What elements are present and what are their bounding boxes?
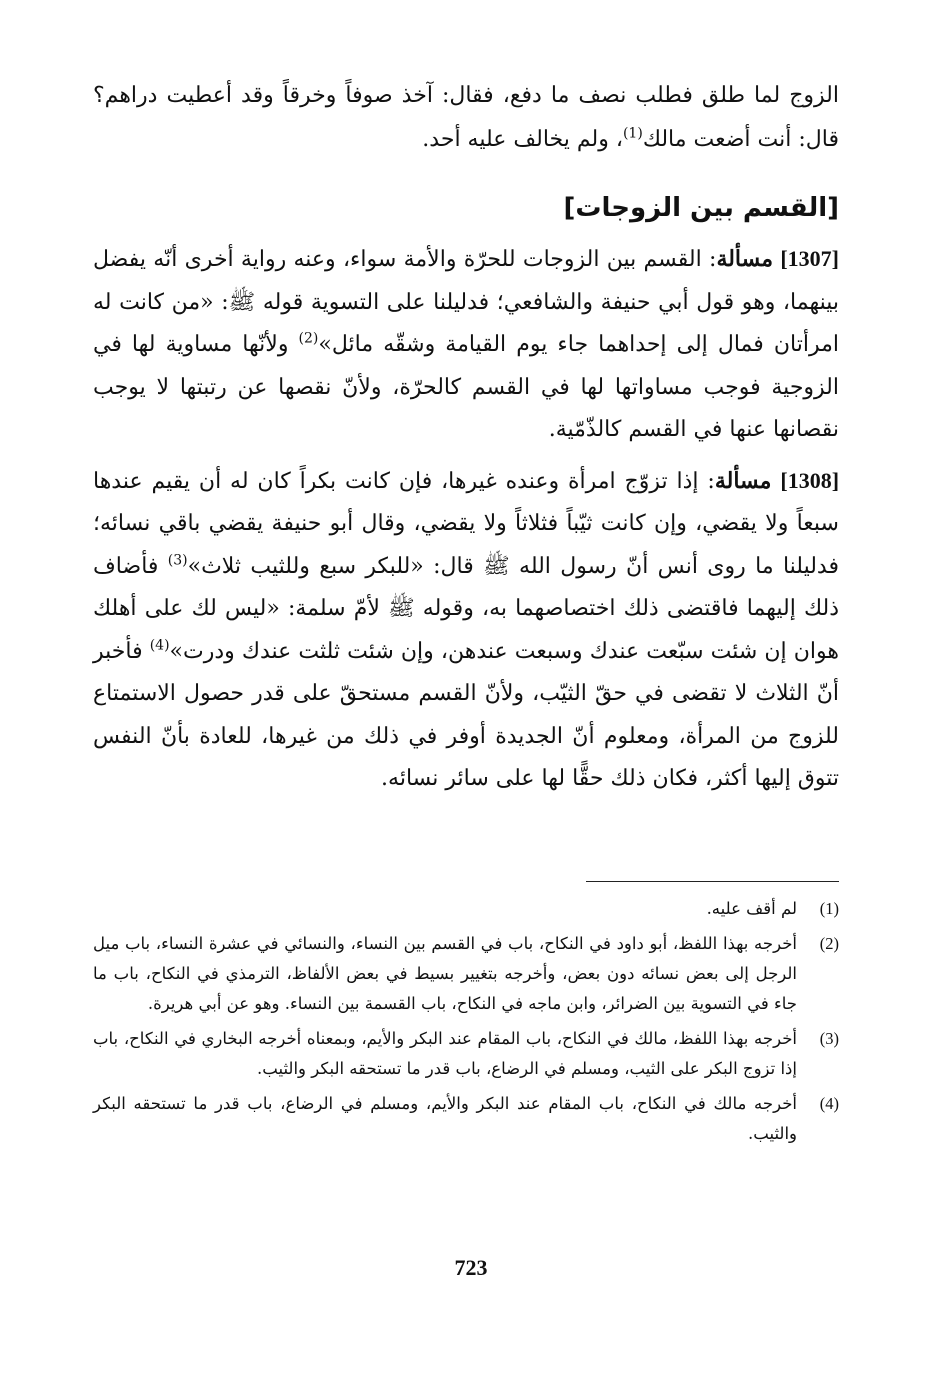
section-title: [القسم بين الزوجات] [563, 193, 839, 223]
intro-text-after: ، ولم يخالف عليه أحد. [422, 127, 623, 152]
page-number: 723 [454, 1255, 488, 1280]
intro-paragraph [93, 74, 839, 162]
footnote-text: لم أقف عليه. [706, 899, 797, 918]
footnote-3 [93, 1024, 839, 1084]
issue-1308-label: مسألة [714, 467, 772, 494]
footnotes [93, 894, 839, 1154]
issue-1307-label: مسألة [716, 246, 774, 272]
footnote-text: أخرجه بهذا اللفظ، أبو داود في النكاح، باب في القسم بين النساء، والنسائي في عشرة النساء، باب ميل الرجل إلى بعض نسائه دون بعض، وأخرجه بتغيير بسيط في بعض الألفاظ، الترمذي في النكاح، باب ما جاء في التسوية بين الضرائر، وابن ماجه في النكاح، باب القسمة بين النساء. وهو عن أبي هريرة. [93, 934, 797, 1013]
issue-1308-text-a: : إذا تزوّج امرأة وعنده غيرها، فإن كانت بكراً كان له أن يقيم عندها سبعاً ولا يقضي، وإن كانت ثيّباً فثلاثاً ولا يقضي، وقال أبو حنيفة يقضي باقي نسائه؛ فدليلنا ما روى أنس أنّ رسول الله ﷺ قال: «للبكر سبع وللثيب ثلاث» [93, 468, 839, 579]
issue-1307-text-a: : القسم بين الزوجات للحرّة والأمة سواء، وعنه رواية أخرى أنّه يفضل بينهما، وهو قول أبي حنيفة والشافعي؛ فدليلنا على التسوية قوله ﷺ: «من كانت له امرأتان فمال إلى إحداهما جاء يوم القيامة وشقّه مائل» [93, 247, 839, 357]
footnote-1 [93, 894, 839, 924]
footnote-text: أخرجه مالك في النكاح، باب المقام عند البكر والأيم، ومسلم في الرضاع، باب قدر ما تستحقه البكر والثيب. [93, 1094, 797, 1143]
footnote-ref-3[interactable]: (3) [167, 552, 188, 569]
footnote-number: (1) [819, 899, 839, 918]
issue-1308-text-b: فأضاف ذلك إليهما فاقتضى ذلك اختصاصهما به، وقوله ﷺ لأمّ سلمة: «ليس لك على أهلك هوان إن شئت سبّعت عندك وسبعت عندهن، وإن شئت ثلثت عندك ودرت» [93, 553, 839, 664]
footnote-2 [93, 929, 839, 1019]
footnote-4 [93, 1089, 839, 1149]
issue-1307-text-b: ولأنّها مساوية لها في الزوجية فوجب مساواتها لها في القسم كالحرّة، ولأنّ نقصها عن رتبتها لا يوجب نقصانها عنها في القسم كالذّمّية. [93, 332, 839, 442]
footnote-ref-1[interactable]: (1) [622, 125, 643, 142]
issue-1308-number: [1308] [780, 467, 840, 493]
issue-1308-paragraph [93, 460, 839, 801]
footnote-number: (4) [819, 1094, 839, 1113]
main-text [93, 74, 839, 809]
issue-1307-number: [1307] [780, 246, 839, 271]
intro-text-before: الزوج لما طلق فطلب نصف ما دفع، فقال: آخذ صوفاً وخرقاً وقد أعطيت دراهم؟ قال: أنت أضعت مالك [93, 83, 839, 152]
footnote-ref-2[interactable]: (2) [298, 330, 319, 347]
footnote-number: (2) [819, 934, 839, 953]
issue-1307-paragraph [93, 238, 839, 452]
footnote-ref-4[interactable]: (4) [149, 637, 170, 654]
footnote-text: أخرجه بهذا اللفظ، مالك في النكاح، باب المقام عند البكر والأيم، وبمعناه أخرجه البخاري في النكاح، باب إذا تزوج البكر على الثيب، ومسلم في الرضاع، باب قدر ما تستحقه البكر والثيب. [93, 1029, 797, 1078]
issue-1308-text-c: فأخبر أنّ الثلاث لا تقضى في حقّ الثيّب، ولأنّ القسم مستحقّ على قدر حصول الاستمتاع للزوج من المرأة، ومعلوم أنّ الجديدة أوفر في ذلك من غيرها، للعادة بأنّ النفس تتوق إليها أكثر، فكان ذلك حقًّا لها على سائر نسائه. [93, 638, 839, 791]
footnote-number: (3) [819, 1029, 839, 1048]
footnote-divider [586, 881, 839, 882]
